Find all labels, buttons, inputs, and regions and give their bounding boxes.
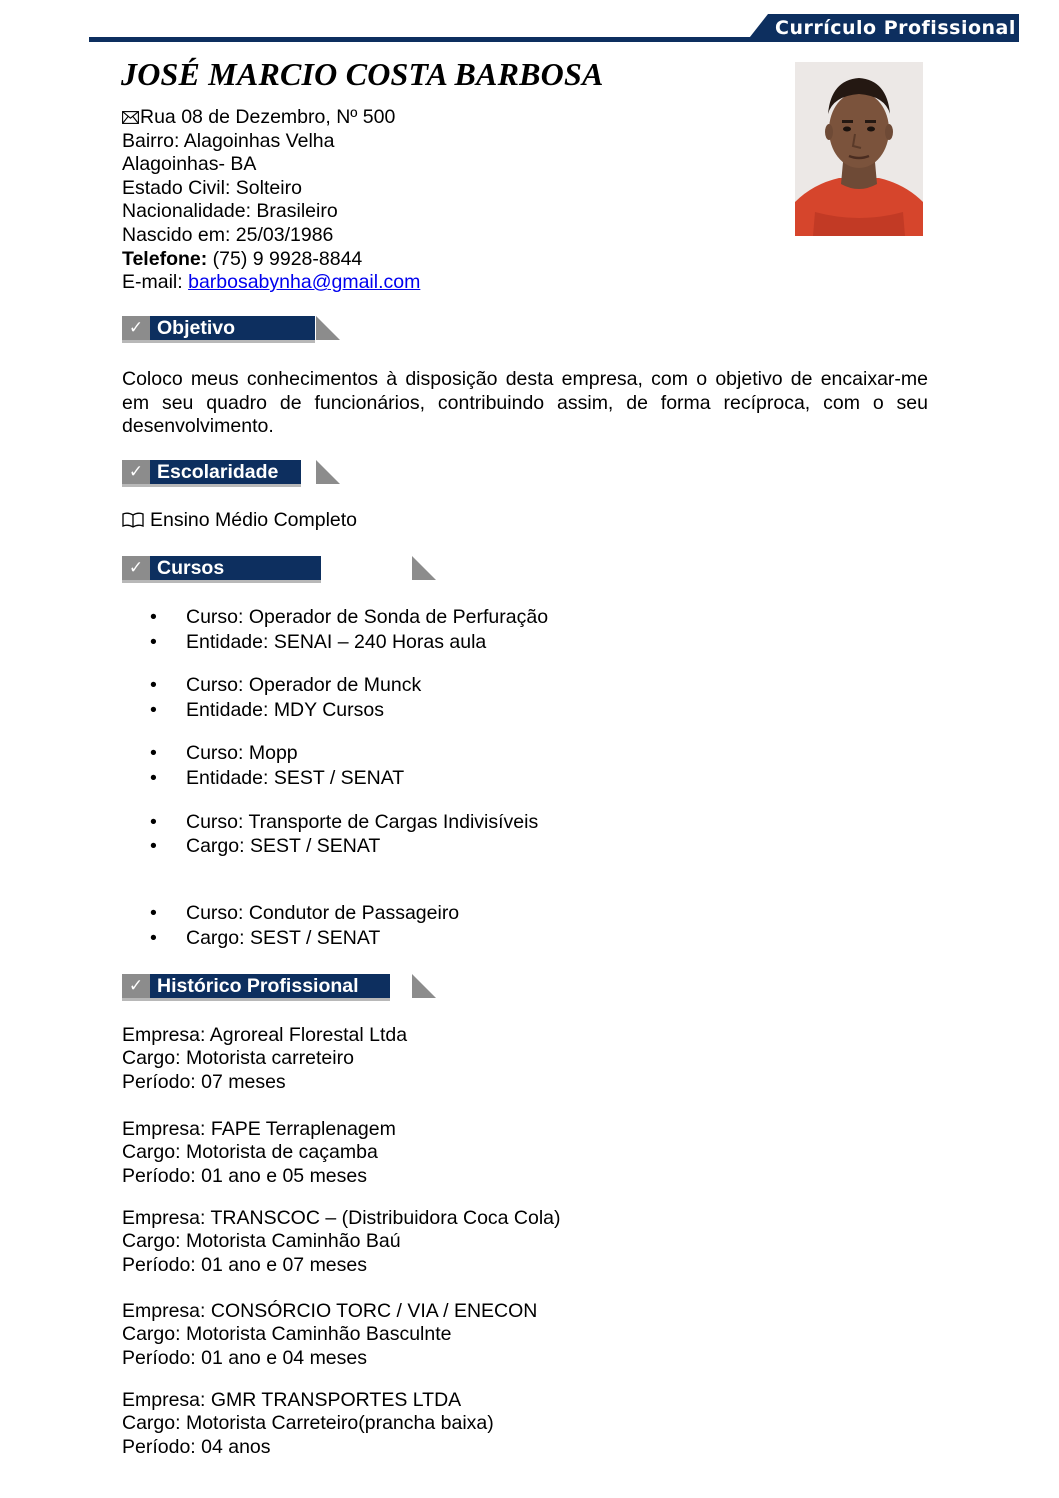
nationality-line: Nacionalidade: Brasileiro [122,200,338,223]
objective-text: Coloco meus conhecimentos à disposição desta empresa, com o objetivo de encaixar-me em seu quadro de funcionários, contribuindo assim, de forma recíproca, com o seu desenvolvimento. [122,368,928,437]
section-shadow [122,340,315,343]
list-item: •Curso: Transporte de Cargas Indivisíveis [150,811,538,834]
section-escolaridade [122,460,342,484]
job-entry: Empresa: GMR TRANSPORTES LTDA Cargo: Motorista Carreteiro(prancha baixa) Período: 04 anos [122,1389,494,1458]
section-shadow [122,580,321,583]
email-link[interactable]: barbosabynha@gmail.com [188,271,421,294]
job-entry: Empresa: CONSÓRCIO TORC / VIA / ENECON Cargo: Motorista Caminhão Basculnte Período: 01 ano e 04 meses [122,1300,538,1369]
corner-triangle-icon [412,974,436,998]
list-item: •Entidade: SENAI – 240 Horas aula [150,631,486,654]
corner-triangle-icon [412,556,436,580]
contact-info [122,106,420,295]
job-entry: Empresa: TRANSCOC – (Distribuidora Coca Cola) Cargo: Motorista Caminhão Baú Período: 01 ano e 07 meses [122,1207,561,1276]
section-shadow [122,998,390,1001]
section-title: Objetivo [157,317,236,339]
marital-status-line: Estado Civil: Solteiro [122,176,302,199]
envelope-icon [122,111,139,124]
check-icon: ✓ [122,460,150,484]
list-item: •Entidade: MDY Cursos [150,699,384,722]
phone-value: (75) 9 9928-8844 [207,247,363,270]
section-objetivo [122,316,342,340]
document-title: Currículo Profissional [775,17,1016,39]
job-entry: Empresa: Agroreal Florestal Ltda Cargo: Motorista carreteiro Período: 07 meses [122,1024,408,1093]
section-cursos [122,556,442,580]
section-shadow [122,484,301,487]
section-historico [122,974,442,998]
phone-line [122,248,420,272]
book-icon [122,512,144,528]
list-item: •Cargo: SEST / SENAT [150,927,380,950]
check-icon: ✓ [122,316,150,340]
list-item: •Cargo: SEST / SENAT [150,835,380,858]
job-entry: Empresa: FAPE Terraplenagem Cargo: Motorista de caçamba Período: 01 ano e 05 meses [122,1118,396,1187]
address-line: Rua 08 de Dezembro, Nº 500 [122,106,420,130]
section-title: Histórico Profissional [157,975,359,997]
check-icon: ✓ [122,556,150,580]
city-line: Alagoinhas- BA [122,153,257,176]
list-item: •Curso: Mopp [150,742,298,765]
profile-photo [795,62,923,236]
section-title: Cursos [157,557,225,579]
section-title: Escolaridade [157,461,279,483]
list-item: •Curso: Condutor de Passageiro [150,902,459,925]
birth-line: Nascido em: 25/03/1986 [122,223,334,246]
corner-triangle-icon [316,316,340,340]
candidate-name: JOSÉ MARCIO COSTA BARBOSA [121,56,604,92]
education-item: Ensino Médio Completo [122,509,357,532]
list-item: •Curso: Operador de Munck [150,674,421,697]
corner-triangle-icon [316,460,340,484]
email-label: E-mail: [122,271,189,294]
check-icon: ✓ [122,974,150,998]
list-item: •Curso: Operador de Sonda de Perfuração [150,606,548,629]
list-item: •Entidade: SEST / SENAT [150,767,404,790]
phone-label: Telefone: [122,247,208,270]
district-line: Bairro: Alagoinhas Velha [122,129,335,152]
email-line [122,271,420,295]
